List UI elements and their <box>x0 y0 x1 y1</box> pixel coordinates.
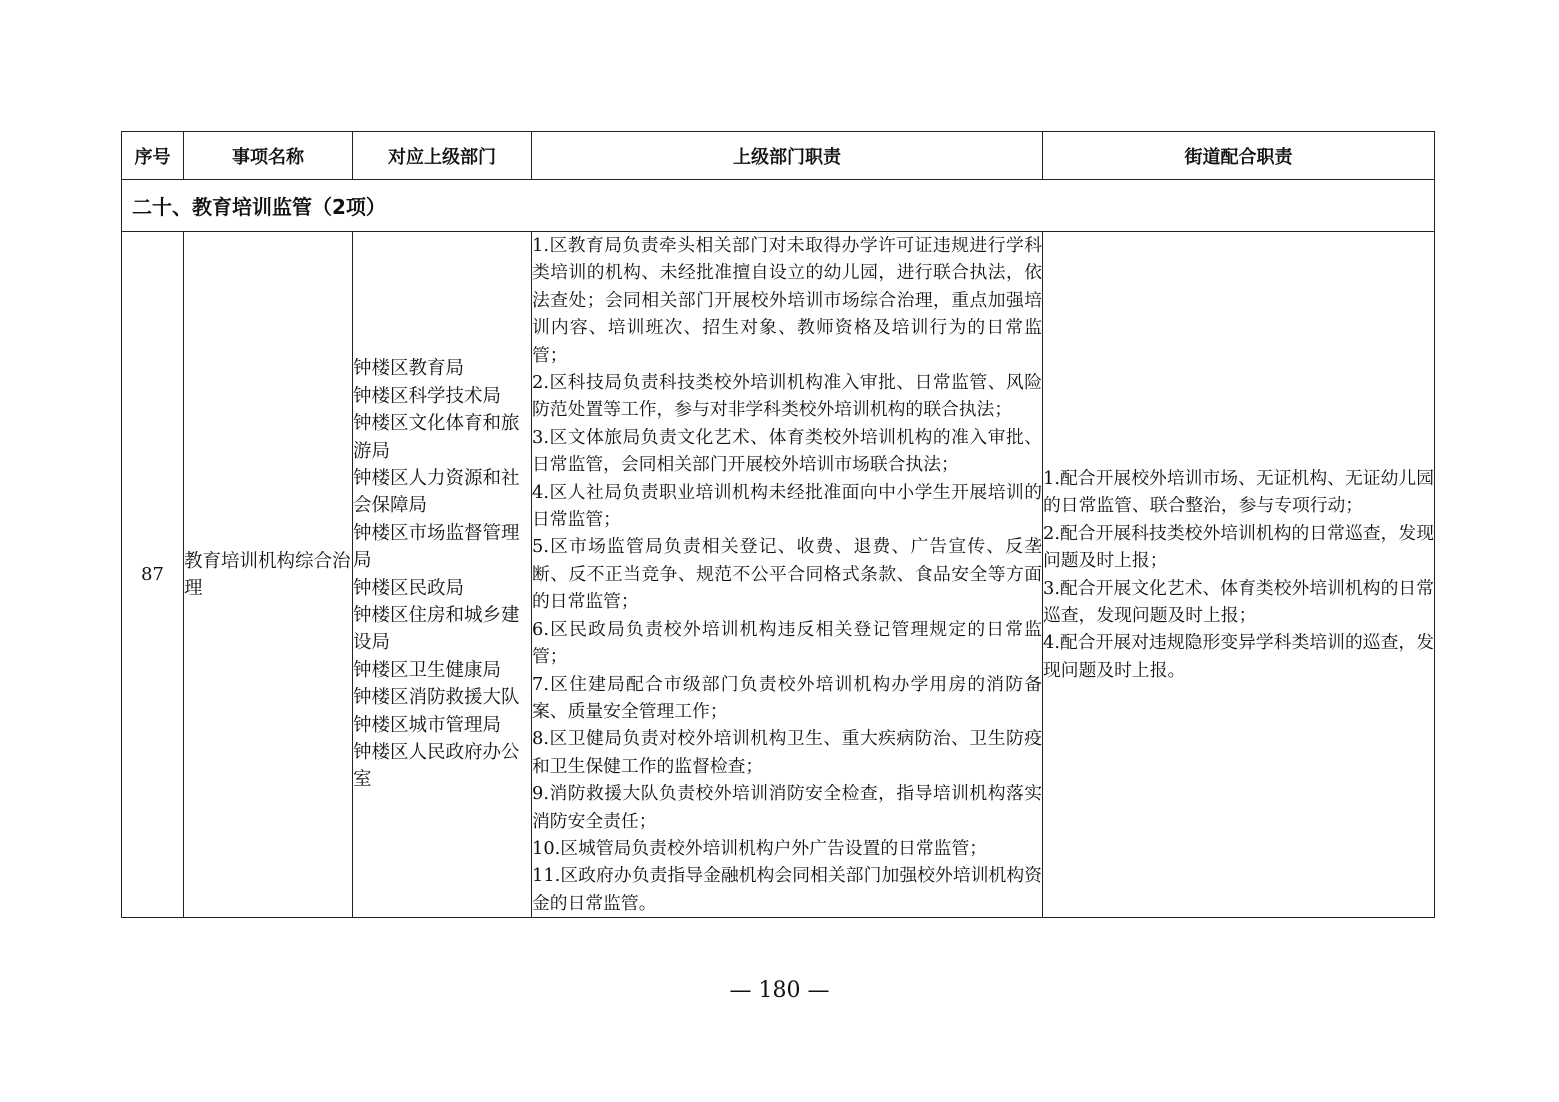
duty-item: 9.消防救援大队负责校外培训消防安全检查，指导培训机构落实消防安全责任； <box>532 783 1042 832</box>
duty-item: 6.区民政局负责校外培训机构违反相关登记管理规定的日常监管； <box>532 618 1042 668</box>
duty-item: 5.区市场监管局负责相关登记、收费、退费、广告宣传、反垄断、反不正当竞争、规范不公平合同格式条款、食品安全等方面的日常监管； <box>532 536 1042 613</box>
department-item: 钟楼区科学技术局 <box>353 385 502 407</box>
department-item: 钟楼区消防救援大队 <box>353 687 520 709</box>
duty-item: 7.区住建局配合市级部门负责校外培训机构办学用房的消防备案、质量安全管理工作； <box>532 673 1042 722</box>
duty-item: 4.区人社局负责职业培训机构未经批准面向中小学生开展培训的日常监管； <box>532 481 1042 531</box>
header-superior-department: 对应上级部门 <box>353 132 532 180</box>
row-superior-duties <box>532 232 1043 918</box>
department-item: 钟楼区市场监督管理局 <box>353 522 520 572</box>
department-item: 钟楼区卫生健康局 <box>353 659 502 681</box>
department-item: 钟楼区人力资源和社会保障局 <box>353 467 520 517</box>
table-row <box>122 232 1435 918</box>
duty-item: 8.区卫健局负责对校外培训机构卫生、重大疾病防治、卫生防疫和卫生保健工作的监督检查； <box>532 728 1042 777</box>
header-street-duties: 街道配合职责 <box>1043 132 1435 180</box>
street-duty-item: 2.配合开展科技类校外培训机构的日常巡查，发现问题及时上报； <box>1043 522 1434 572</box>
street-duty-item: 4.配合开展对违规隐形变异学科类培训的巡查，发现问题及时上报。 <box>1043 632 1434 681</box>
header-serial-no: 序号 <box>122 132 184 180</box>
street-duty-item: 3.配合开展文化艺术、体育类校外培训机构的日常巡查，发现问题及时上报； <box>1043 577 1434 626</box>
duty-item: 2.区科技局负责科技类校外培训机构准入审批、日常监管、风险防范处置等工作，参与对非学科类校外培训机构的联合执法； <box>532 372 1042 421</box>
department-item: 钟楼区民政局 <box>353 577 465 599</box>
page-number: — 180 — <box>729 978 830 1003</box>
department-item: 钟楼区教育局 <box>353 358 465 380</box>
department-item: 钟楼区人民政府办公室 <box>353 742 520 791</box>
street-duty-item: 1.配合开展校外培训市场、无证机构、无证幼儿园的日常监管、联合整治，参与专项行动； <box>1043 467 1434 517</box>
department-item: 钟楼区住房和城乡建设局 <box>353 604 520 654</box>
row-serial-no: 87 <box>122 232 184 918</box>
duty-item: 1.区教育局负责牵头相关部门对未取得办学许可证违规进行学科类培训的机构、未经批准擅自设立的幼儿园，进行联合执法，依法查处；会同相关部门开展校外培训市场综合治理，重点加强培训内容、培训班次、招生对象、教师资格及培训行为的日常监管； <box>532 235 1042 366</box>
header-superior-duties: 上级部门职责 <box>532 132 1043 180</box>
department-item: 钟楼区城市管理局 <box>353 714 502 736</box>
row-street-duties <box>1043 232 1435 918</box>
department-item: 钟楼区文化体育和旅游局 <box>353 413 520 462</box>
row-item-name: 教育培训机构综合治理 <box>184 232 353 918</box>
header-row <box>122 132 1435 180</box>
section-title: 二十、教育培训监管（2项） <box>122 180 1435 232</box>
duty-item: 11.区政府办负责指导金融机构会同相关部门加强校外培训机构资金的日常监管。 <box>532 865 1042 914</box>
row-departments <box>353 232 532 918</box>
duty-item: 10.区城管局负责校外培训机构户外广告设置的日常监管； <box>532 837 988 859</box>
header-item-name: 事项名称 <box>184 132 353 180</box>
duty-item: 3.区文体旅局负责文化艺术、体育类校外培训机构的准入审批、日常监管，会同相关部门开展校外培训市场联合执法； <box>532 426 1042 476</box>
responsibility-table <box>121 131 1435 918</box>
section-row <box>122 180 1435 232</box>
